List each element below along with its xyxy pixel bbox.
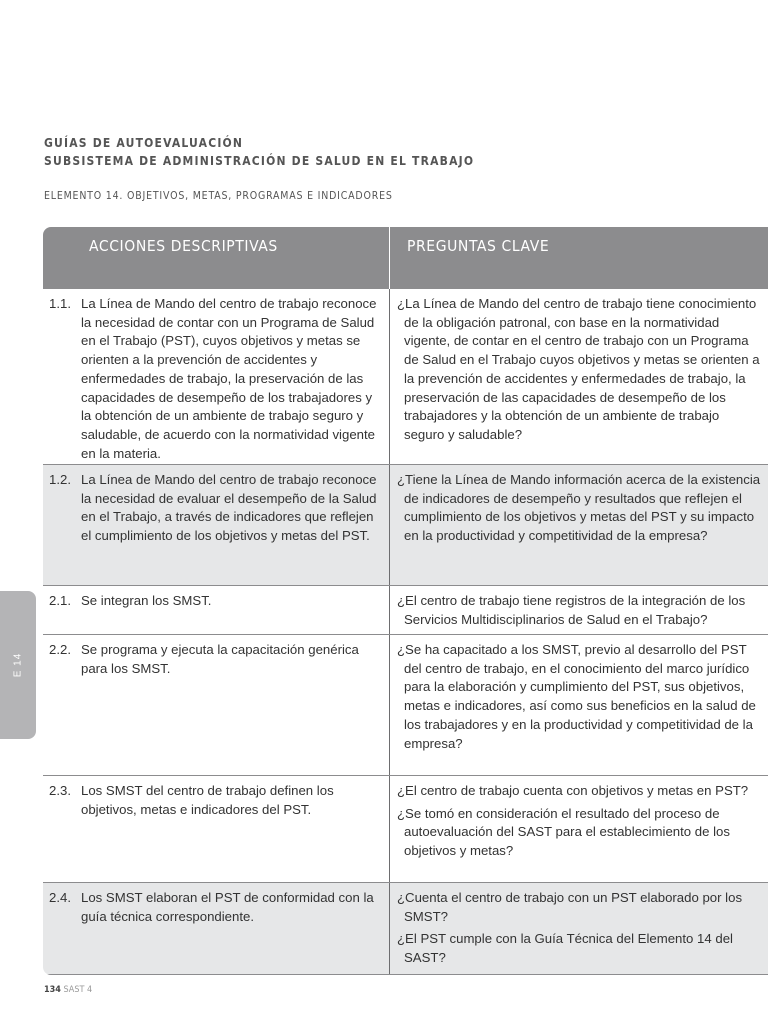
element-side-tab (0, 591, 36, 739)
question-cell (390, 776, 768, 882)
key-question: ¿Tiene la Línea de Mando información acerca de la existencia de indicadores de desempeño y resultados que reflejen el cumplimiento de los objetivos y metas del PST y su impacto en la productividad y competitividad de la empresa? (397, 472, 761, 544)
key-question: ¿Cuenta el centro de trabajo con un PST elaborado por los SMST? (397, 890, 743, 924)
action-text: Se programa y ejecuta la capacitación genérica para los SMST. (81, 642, 359, 676)
question-cell (390, 635, 768, 775)
page-footer (44, 985, 92, 995)
action-number: 2.3. (49, 783, 71, 798)
element-title: ELEMENTO 14. OBJETIVOS, METAS, PROGRAMAS E INDICADORES (44, 190, 393, 202)
action-cell (43, 465, 390, 585)
key-question: ¿El PST cumple con la Guía Técnica del Elemento 14 del SAST? (397, 931, 733, 966)
key-question: ¿Se tomó en consideración el resultado del proceso de autoevaluación del SAST para el establecimiento de los objetivos y metas? (397, 805, 730, 859)
table-header (43, 227, 768, 289)
document-header (44, 134, 474, 170)
action-number: 1.1. (49, 296, 71, 311)
table-row (43, 289, 768, 465)
actions-questions-table (43, 227, 768, 975)
key-question: ¿El centro de trabajo cuenta con objetivos y metas en PST? (397, 783, 749, 798)
table-row (43, 776, 768, 883)
action-cell (43, 776, 390, 882)
action-number: 1.2. (49, 472, 71, 487)
footer-label: SAST 4 (63, 985, 93, 995)
table-row (43, 465, 768, 586)
table-row (43, 635, 768, 776)
key-question: ¿El centro de trabajo tiene registros de la integración de los Servicios Multidisciplinarios de Salud en el Trabajo? (397, 593, 746, 627)
side-tab-label: E 14 (12, 652, 24, 678)
action-number: 2.2. (49, 642, 71, 657)
action-text: La Línea de Mando del centro de trabajo reconoce la necesidad de evaluar el desempeño de la Salud en el Trabajo, a través de indicadores que reflejen el cumplimiento de los objetivos y metas del PST. (81, 472, 377, 544)
page-number: 134 (44, 985, 61, 995)
question-cell (390, 586, 768, 634)
action-number: 2.4. (49, 890, 71, 905)
header-line-2: SUBSISTEMA DE ADMINISTRACIÓN DE SALUD EN EL TRABAJO (44, 154, 475, 168)
table-row (43, 883, 768, 975)
action-cell (43, 289, 390, 464)
action-cell (43, 635, 390, 775)
col-header-questions: PREGUNTAS CLAVE (407, 237, 550, 255)
action-text: Los SMST elaboran el PST de conformidad con la guía técnica correspondiente. (81, 890, 374, 924)
question-cell (390, 465, 768, 585)
action-text: Se integran los SMST. (81, 593, 212, 608)
action-text: Los SMST del centro de trabajo definen los objetivos, metas e indicadores del PST. (81, 783, 334, 817)
header-line-1: GUÍAS DE AUTOEVALUACIÓN (44, 136, 244, 150)
action-number: 2.1. (49, 593, 71, 608)
question-cell (390, 883, 768, 974)
action-cell (43, 586, 390, 634)
question-cell (390, 289, 768, 464)
key-question: ¿Se ha capacitado a los SMST, previo al desarrollo del PST del centro de trabajo, en el conocimiento del marco jurídico para la elaboración y cumplimiento del PST, sus objetivos, metas e indicadores, así como sus beneficios en la salud de los trabajadores y en la productividad y competitividad de la empresa? (397, 642, 756, 751)
col-header-actions: ACCIONES DESCRIPTIVAS (43, 227, 390, 289)
action-cell (43, 883, 390, 974)
table-row (43, 586, 768, 635)
key-question: ¿La Línea de Mando del centro de trabajo tiene conocimiento de la obligación patronal, con base en la normatividad vigente, de contar en el centro de trabajo con un Programa de Salud en el Trabajo cuyos objetivos y metas se orienten a la prevención de accidentes y enfermedades de trabajo, la preservación de las capacidades de desempeño de los trabajadores y la obtención de un ambiente de trabajo seguro y saludable? (397, 296, 760, 442)
action-text: La Línea de Mando del centro de trabajo reconoce la necesidad de contar con un Programa de Salud en el Trabajo (PST), cuyos objetivos y metas se orienten a la prevención de accidentes y enfermedades de trabajo, la preservación de las capacidades de desempeño de los trabajadores y la obtención de un ambiente de trabajo seguro y saludable, de acuerdo con la normatividad vigente en la materia. (81, 296, 377, 461)
